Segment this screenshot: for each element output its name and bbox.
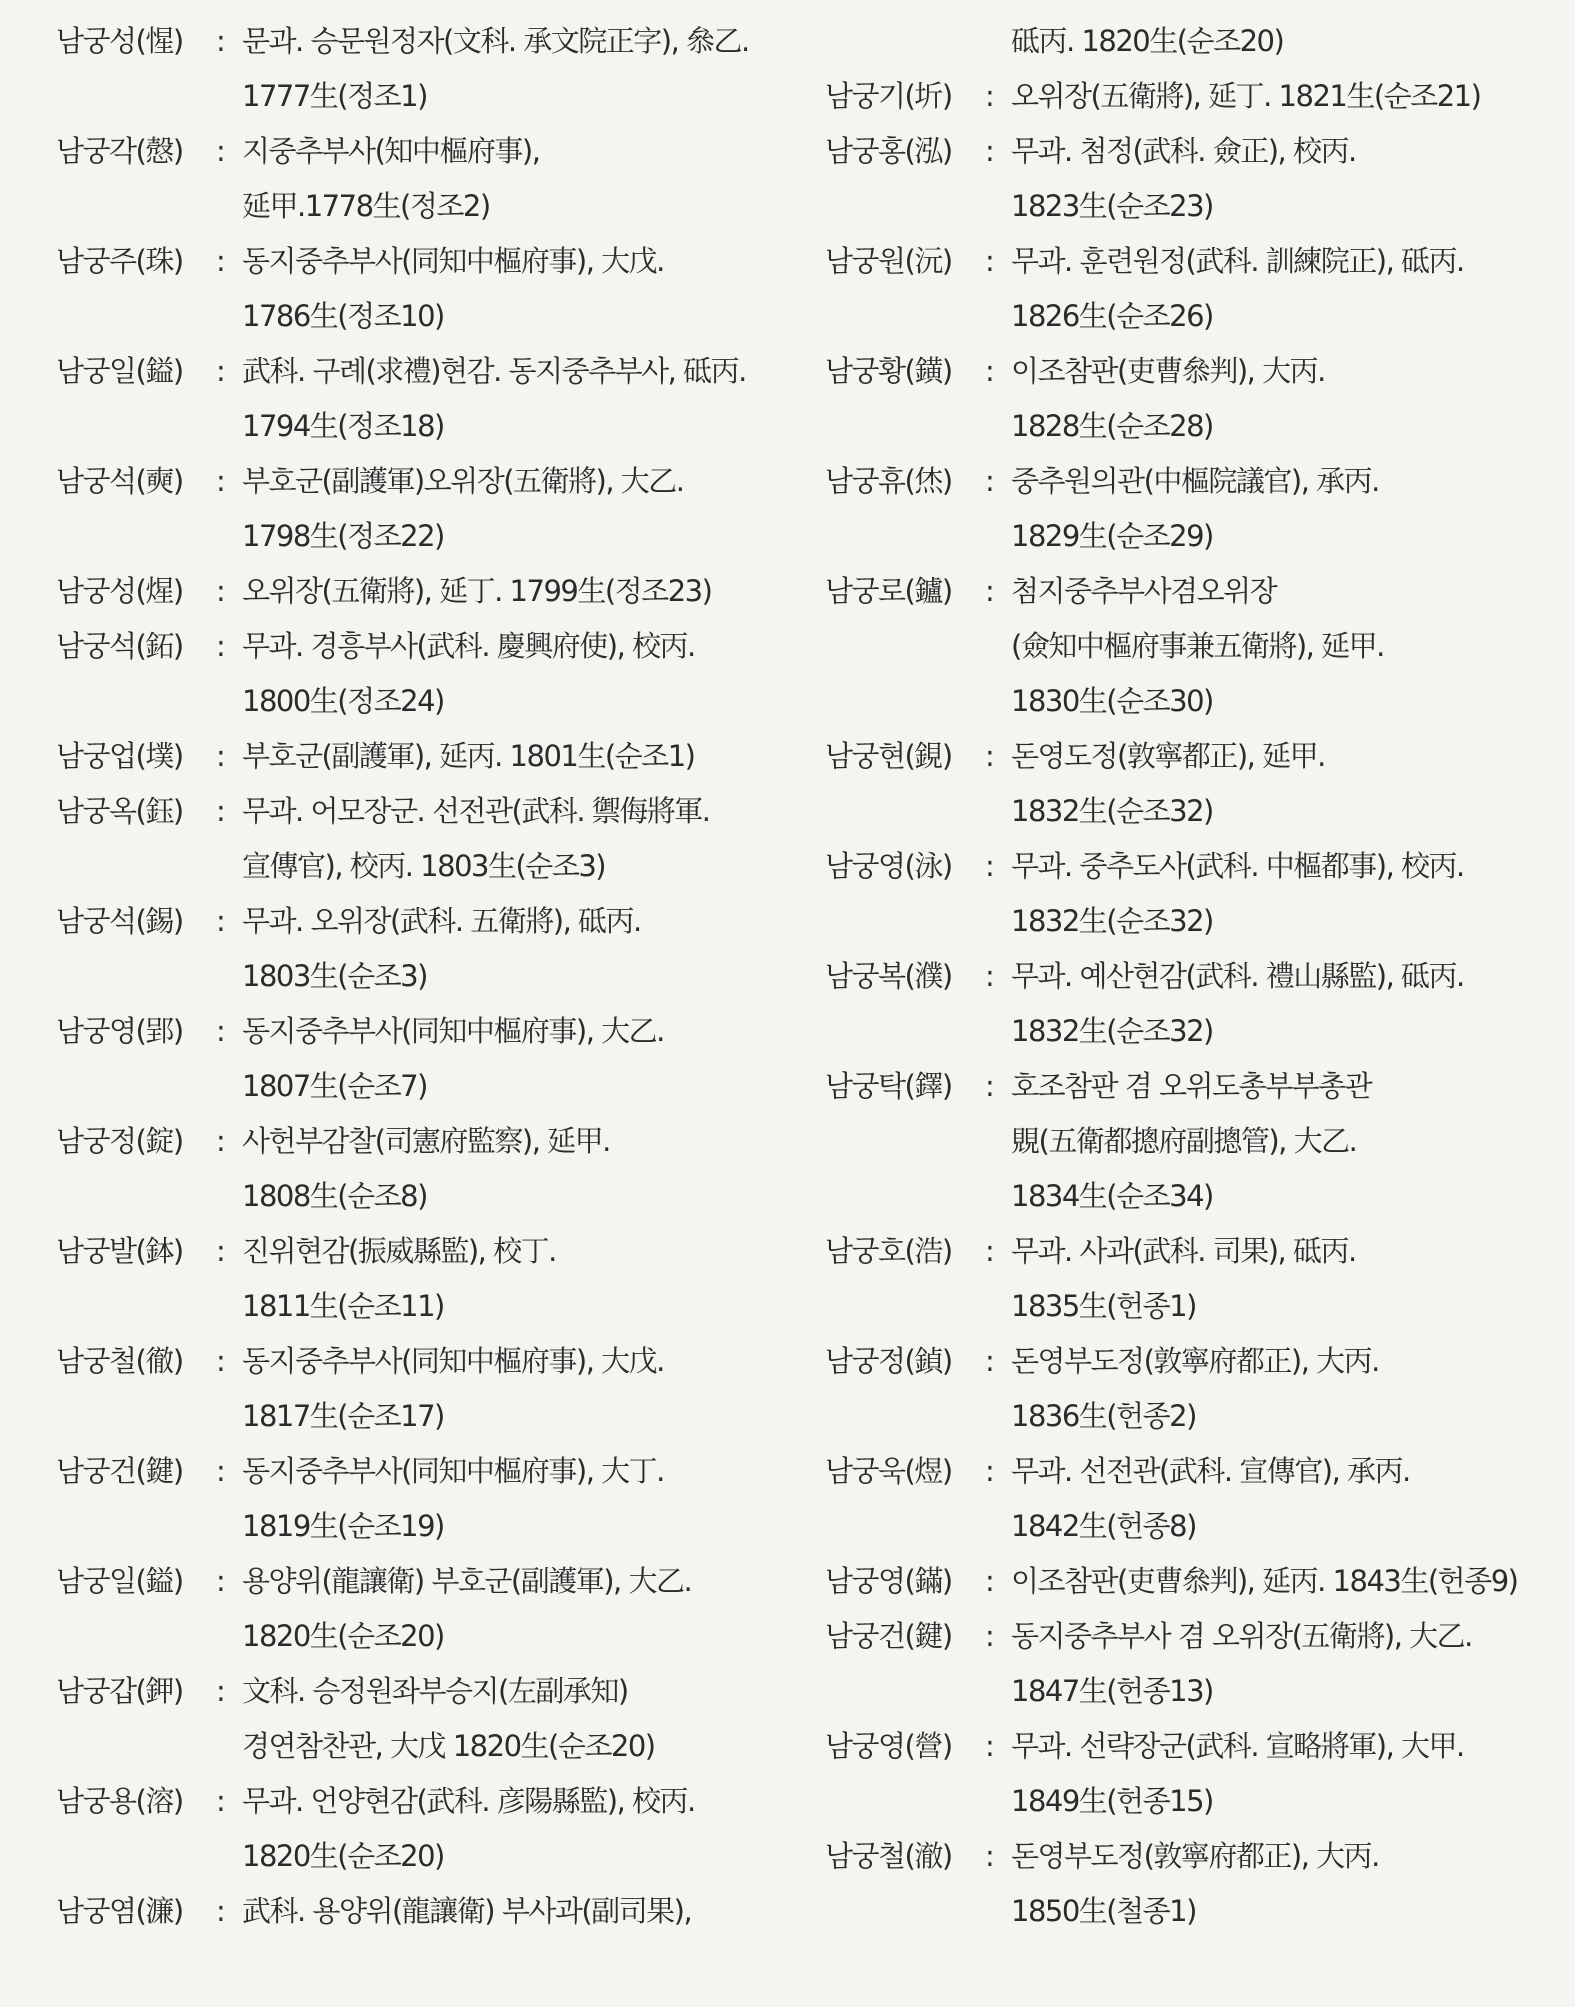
description-line: 동지중추부사(同知中樞府事), 大戊. [242,1344,664,1378]
entry-description [242,619,796,729]
description-line: 1834生(순조34) [1011,1179,1213,1213]
colon-separator: : [985,1454,995,1488]
entry-description [1011,234,1565,344]
colon-separator: : [985,739,995,773]
description-line: 1829生(순조29) [1011,519,1213,553]
person-name: 남궁용(溶) [56,1784,183,1818]
description-line: 1847生(헌종13) [1011,1674,1213,1708]
entry-description [1011,949,1565,1059]
person-name: 남궁석(鉐) [56,629,183,663]
entry-row [825,839,1565,949]
description-line: 무과. 예산현감(武科. 禮山縣監), 砥丙. [1011,959,1464,993]
entry-row [825,234,1565,344]
entry-row [825,1719,1565,1829]
entry-description [242,564,796,619]
description-line: 무과. 경흥부사(武科. 慶興府使), 校丙. [242,629,695,663]
description-line: (僉知中樞府事兼五衛將), 延甲. [1011,629,1384,663]
entry-description [242,1774,796,1884]
person-name: 남궁영(營) [825,1729,952,1763]
colon-separator: : [985,354,995,388]
entry-row [825,729,1565,839]
description-line: 돈영부도정(敦寧府都正), 大丙. [1011,1839,1379,1873]
person-name: 남궁영(郢) [56,1014,183,1048]
person-name: 남궁석(奭) [56,464,183,498]
description-line: 무과. 선략장군(武科. 宣略將軍), 大甲. [1011,1729,1464,1763]
colon-separator: : [216,1344,226,1378]
description-line: 무과. 어모장군. 선전관(武科. 禦侮將軍. [242,794,710,828]
entry-description [242,1114,796,1224]
person-name: 남궁옥(鈺) [56,794,183,828]
description-line: 동지중추부사(同知中樞府事), 大戊. [242,244,664,278]
description-line: 覞(五衛都摠府副摠管), 大乙. [1011,1124,1357,1158]
description-line: 1803生(순조3) [242,959,427,993]
entry-row [56,1334,796,1444]
person-name: 남궁염(濂) [56,1894,183,1928]
person-name: 남궁발(鉢) [56,1234,183,1268]
colon-separator: : [216,739,226,773]
description-line: 경연참찬관, 大戊 1820生(순조20) [242,1729,655,1763]
description-line: 1794生(정조18) [242,409,444,443]
entry-description [1011,729,1565,839]
description-line: 1798生(정조22) [242,519,444,553]
entry-description [1011,69,1565,124]
entry-description [242,1554,796,1664]
description-line: 돈영부도정(敦寧府都正), 大丙. [1011,1344,1379,1378]
entry-description [1011,454,1565,564]
entry-description [1011,1334,1565,1444]
description-line: 무과. 중추도사(武科. 中樞都事), 校丙. [1011,849,1464,883]
person-name: 남궁건(鍵) [56,1454,183,1488]
description-line: 宣傳官), 校丙. 1803生(순조3) [242,849,606,883]
description-line: 부호군(副護軍)오위장(五衛將), 大乙. [242,464,684,498]
description-line: 1817生(순조17) [242,1399,444,1433]
continuation-line: 砥丙. 1820生(순조20) [1011,24,1284,58]
entry-row [56,619,796,729]
person-name: 남궁갑(鉀) [56,1674,183,1708]
person-name: 남궁정(錠) [56,1124,183,1158]
description-line: 1820生(순조20) [242,1839,444,1873]
description-line: 이조참판(吏曹叅判), 延丙. 1843生(헌종9) [1011,1564,1518,1598]
colon-separator: : [985,1564,995,1598]
entry-description [242,454,796,564]
description-line: 1832生(순조32) [1011,1014,1213,1048]
entry-row [56,729,796,784]
colon-separator: : [216,134,226,168]
person-name: 남궁일(鎰) [56,1564,183,1598]
description-line: 문과. 승문원정자(文科. 承文院正字), 叅乙. [242,24,749,58]
description-line: 중추원의관(中樞院議官), 承丙. [1011,464,1379,498]
colon-separator: : [985,79,995,113]
colon-separator: : [985,959,995,993]
description-line: 부호군(副護軍), 延丙. 1801生(순조1) [242,739,695,773]
person-name: 남궁일(鎰) [56,354,183,388]
colon-separator: : [216,1454,226,1488]
entry-description [242,729,796,784]
entry-description [1011,1829,1565,1939]
person-name: 남궁정(鍞) [825,1344,952,1378]
entry-row [825,344,1565,454]
description-line: 1836生(헌종2) [1011,1399,1196,1433]
description-line: 1828生(순조28) [1011,409,1213,443]
person-name: 남궁욱(煜) [825,1454,952,1488]
person-name: 남궁호(浩) [825,1234,952,1268]
description-line: 武科. 구례(求禮)현감. 동지중추부사, 砥丙. [242,354,746,388]
entry-row [825,1554,1565,1609]
entry-description [1011,344,1565,454]
colon-separator: : [985,1344,995,1378]
person-name: 남궁철(徹) [56,1344,183,1378]
person-name: 남궁홍(泓) [825,134,952,168]
colon-separator: : [216,1014,226,1048]
entry-row [56,234,796,344]
colon-separator: : [985,134,995,168]
colon-separator: : [216,354,226,388]
entry-row [825,1059,1565,1224]
description-line: 1808生(순조8) [242,1179,427,1213]
entry-description [242,234,796,344]
description-line: 1820生(순조20) [242,1619,444,1653]
description-line: 1850生(철종1) [1011,1894,1196,1928]
colon-separator: : [985,1234,995,1268]
entry-row [825,124,1565,234]
entry-description [242,124,796,234]
entry-row [825,1829,1565,1939]
entry-row [825,1444,1565,1554]
entry-description [1011,1719,1565,1829]
person-name: 남궁기(圻) [825,79,952,113]
right-column [825,14,1565,1939]
entry-description [1011,1554,1565,1609]
person-name: 남궁영(鏋) [825,1564,952,1598]
entry-row [825,564,1565,729]
colon-separator: : [985,849,995,883]
description-line: 무과. 훈련원정(武科. 訓練院正), 砥丙. [1011,244,1464,278]
description-line: 1832生(순조32) [1011,904,1213,938]
description-line: 첨지중추부사겸오위장 [1011,574,1277,608]
person-name: 남궁현(鋧) [825,739,952,773]
person-name: 남궁로(鑪) [825,574,952,608]
person-name: 남궁각(慤) [56,134,183,168]
person-name: 남궁석(錫) [56,904,183,938]
entry-row [56,124,796,234]
description-line: 동지중추부사(同知中樞府事), 大丁. [242,1454,664,1488]
person-name: 남궁철(澈) [825,1839,952,1873]
person-name: 남궁황(鐄) [825,354,952,388]
colon-separator: : [216,574,226,608]
description-line: 1842生(헌종8) [1011,1509,1196,1543]
entry-row [56,894,796,1004]
colon-separator: : [216,1234,226,1268]
entry-description [242,1004,796,1114]
description-line: 오위장(五衛將), 延丁. 1799生(정조23) [242,574,712,608]
entry-description [242,894,796,1004]
description-line: 1807生(순조7) [242,1069,427,1103]
colon-separator: : [985,1729,995,1763]
description-line: 1786生(정조10) [242,299,444,333]
colon-separator: : [216,244,226,278]
description-line: 1777生(정조1) [242,79,427,113]
person-name: 남궁주(珠) [56,244,183,278]
description-line: 진위현감(振威縣監), 校丁. [242,1234,556,1268]
entry-row [825,1609,1565,1719]
description-line: 1826生(순조26) [1011,299,1213,333]
description-line: 文科. 승정원좌부승지(左副承知) [242,1674,628,1708]
entry-description [242,1334,796,1444]
entry-row [56,1444,796,1554]
description-line: 1823生(순조23) [1011,189,1213,223]
entry-row [56,1664,796,1774]
description-line: 지중추부사(知中樞府事), [242,134,540,168]
entry-row [56,14,796,124]
description-line: 1819生(순조19) [242,1509,444,1543]
description-line: 1800生(정조24) [242,684,444,718]
person-name: 남궁성(惺) [56,24,183,58]
description-line: 동지중추부사(同知中樞府事), 大乙. [242,1014,664,1048]
entry-description [1011,1224,1565,1334]
description-line: 돈영도정(敦寧都正), 延甲. [1011,739,1325,773]
entry-row [56,1114,796,1224]
colon-separator: : [985,1619,995,1653]
entry-description [1011,1059,1565,1224]
description-line: 무과. 사과(武科. 司果), 砥丙. [1011,1234,1356,1268]
person-name: 남궁영(泳) [825,849,952,883]
description-line: 오위장(五衛將), 延丁. 1821生(순조21) [1011,79,1481,113]
entry-row [56,1774,796,1884]
entry-description [242,1664,796,1774]
colon-separator: : [216,1894,226,1928]
left-column [56,14,796,1939]
description-line: 동지중추부사 겸 오위장(五衛將), 大乙. [1011,1619,1472,1653]
person-name: 남궁업(墣) [56,739,183,773]
entry-description [1011,1609,1565,1719]
description-line: 1849生(헌종15) [1011,1784,1213,1818]
entry-description [242,1224,796,1334]
description-line: 무과. 언양현감(武科. 彦陽縣監), 校丙. [242,1784,695,1818]
entry-description [242,784,796,894]
entry-row [56,1554,796,1664]
description-line: 1830生(순조30) [1011,684,1213,718]
entry-row [825,1224,1565,1334]
entry-row [56,1224,796,1334]
person-name: 남궁탁(鐸) [825,1069,952,1103]
description-line: 무과. 선전관(武科. 宣傳官), 承丙. [1011,1454,1410,1488]
colon-separator: : [985,244,995,278]
person-name: 남궁건(鍵) [825,1619,952,1653]
colon-separator: : [216,1124,226,1158]
entry-description [242,14,796,124]
description-line: 1835生(헌종1) [1011,1289,1196,1323]
entry-row [56,1004,796,1114]
colon-separator: : [216,794,226,828]
description-line: 용양위(龍讓衛) 부호군(副護軍), 大乙. [242,1564,692,1598]
colon-separator: : [985,1839,995,1873]
colon-separator: : [216,24,226,58]
colon-separator: : [216,1674,226,1708]
entry-row [56,784,796,894]
entry-row [56,454,796,564]
person-name: 남궁휴(烋) [825,464,952,498]
entry-description [1011,124,1565,234]
person-name: 남궁원(沅) [825,244,952,278]
entry-row [56,344,796,454]
entry-row [56,1884,796,1939]
colon-separator: : [985,1069,995,1103]
description-line: 延甲.1778生(정조2) [242,189,490,223]
colon-separator: : [216,1784,226,1818]
description-line: 武科. 용양위(龍讓衛) 부사과(副司果), [242,1894,692,1928]
description-line: 1832生(순조32) [1011,794,1213,828]
entry-row [825,69,1565,124]
entry-description [242,344,796,454]
description-line: 사헌부감찰(司憲府監察), 延甲. [242,1124,610,1158]
colon-separator: : [216,904,226,938]
description-line: 이조참판(吏曹叅判), 大丙. [1011,354,1325,388]
description-line: 무과. 첨정(武科. 僉正), 校丙. [1011,134,1356,168]
entry-description [1011,1444,1565,1554]
entry-description [242,1444,796,1554]
person-name: 남궁성(煋) [56,574,183,608]
description-line: 무과. 오위장(武科. 五衛將), 砥丙. [242,904,641,938]
description-line: 호조참판 겸 오위도총부부총관 [1011,1069,1372,1103]
colon-separator: : [985,464,995,498]
entry-description [1011,564,1565,729]
entry-row [825,949,1565,1059]
colon-separator: : [216,1564,226,1598]
entry-description [1011,839,1565,949]
person-name: 남궁복(濮) [825,959,952,993]
entry-row [825,454,1565,564]
description-line: 1811生(순조11) [242,1289,444,1323]
entry-row [56,564,796,619]
colon-separator: : [985,574,995,608]
colon-separator: : [216,629,226,663]
entry-description [242,1884,796,1939]
entry-row [825,1334,1565,1444]
colon-separator: : [216,464,226,498]
